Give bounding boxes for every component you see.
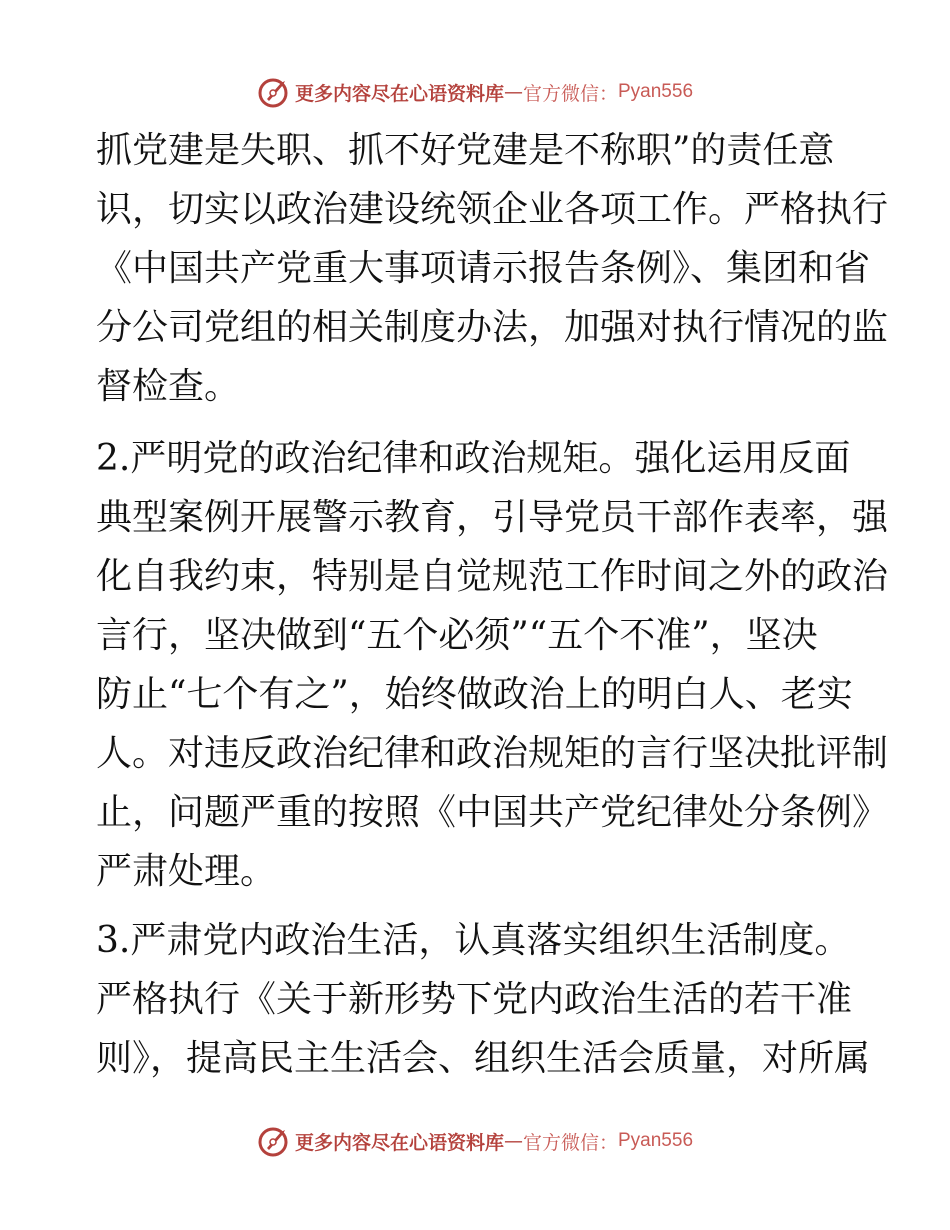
banner-brand-text: 更多内容尽在心语资料库 [294,82,504,105]
text-line: 3.严肃党内政治生活，认真落实组织生活制度。 [96,920,851,961]
quill-logo-icon [257,75,291,109]
text-line: 严肃处理。 [96,851,277,892]
banner-wechat-id: Pyan556 [618,81,694,102]
text-line: 言行，坚决做到“五个必须”“五个不准”，坚决 [96,615,818,656]
banner-separator: — [503,1130,523,1152]
banner-separator: — [503,81,523,103]
banner-brand-text: 更多内容尽在心语资料库 [294,1131,504,1154]
text-line: 2.严明党的政治纪律和政治规矩。强化运用反面 [96,438,851,479]
paragraph-2 [96,429,889,901]
paragraph-1 [96,121,889,416]
footer-banner [0,1121,950,1161]
quill-logo-icon [257,1124,291,1158]
text-line: 止，问题严重的按照《中国共产党纪律处分条例》 [96,792,889,833]
banner-wechat-id: Pyan556 [618,1130,694,1151]
header-banner [0,72,950,112]
text-line: 严格执行《关于新形势下党内政治生活的若干准 [96,979,853,1020]
text-line: 抓党建是失职、抓不好党建是不称职”的责任意 [96,130,835,171]
text-line: 督检查。 [96,366,241,407]
paragraph-3 [96,911,871,1088]
text-line: 防止“七个有之”，始终做政治上的明白人、老实 [96,674,853,715]
banner-official-label: 官方微信： [522,82,618,105]
text-line: 则》，提高民主生活会、组织生活会质量，对所属 [96,1038,871,1079]
text-line: 化自我约束，特别是自觉规范工作时间之外的政治 [96,556,889,597]
text-line: 典型案例开展警示教育，引导党员干部作表率，强 [96,497,889,538]
text-line: 识，切实以政治建设统领企业各项工作。严格执行 [96,189,889,230]
banner-official-label: 官方微信： [522,1131,618,1154]
text-line: 人。对违反政治纪律和政治规矩的言行坚决批评制 [96,733,889,774]
text-line: 分公司党组的相关制度办法，加强对执行情况的监 [96,307,889,348]
text-line: 《中国共产党重大事项请示报告条例》、集团和省 [96,248,871,289]
